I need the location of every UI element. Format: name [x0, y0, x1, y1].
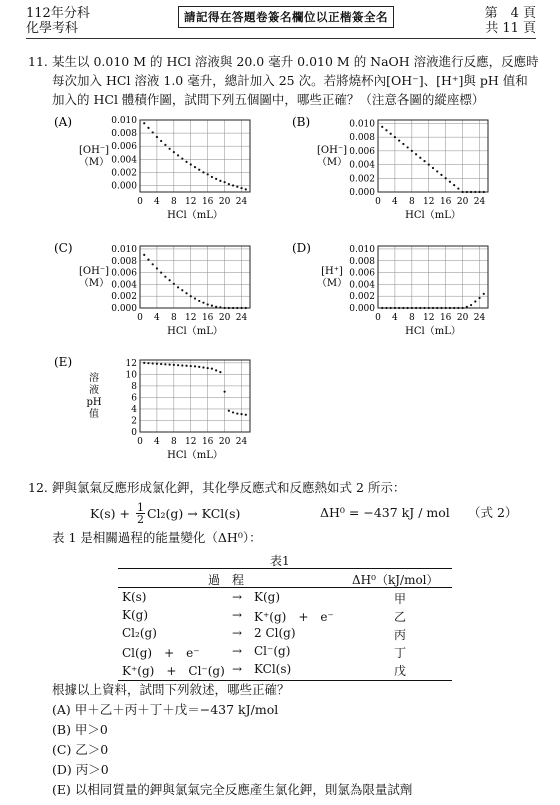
x-tick-label: 24: [235, 437, 248, 447]
data-point: [466, 306, 468, 308]
energy-table-body: [118, 588, 452, 681]
y-tick-label: 0.010: [111, 116, 137, 126]
data-point: [411, 307, 413, 309]
data-point: [483, 293, 485, 295]
x-tick-label: 8: [170, 437, 177, 447]
data-point: [207, 367, 209, 369]
y-tick-label: 0.006: [111, 268, 137, 279]
data-point: [232, 184, 234, 186]
q11-line1: 某生以 0.010 M 的 HCl 溶液與 20.0 毫升 0.010 M 的 NaOH 溶液進行反應，反應時: [52, 54, 539, 69]
data-point: [181, 158, 183, 160]
data-point: [156, 136, 158, 138]
data-point: [411, 150, 413, 152]
data-point: [457, 187, 459, 189]
data-point: [245, 307, 247, 309]
data-point: [390, 307, 392, 309]
table-cell-arrow: →: [232, 626, 243, 640]
table-head-process: 過 程: [208, 573, 245, 587]
x-tick-label: 0: [137, 437, 143, 447]
data-point: [240, 187, 242, 189]
plot-frame: [378, 246, 488, 308]
x-tick-label: 8: [408, 197, 415, 207]
data-point: [194, 297, 196, 299]
data-point: [428, 163, 430, 165]
x-tick-label: 0: [137, 313, 143, 323]
data-point: [483, 191, 485, 193]
data-point: [198, 366, 200, 368]
table-cell-arrow: →: [232, 662, 243, 676]
data-point: [173, 151, 175, 153]
data-point: [143, 362, 145, 364]
x-tick-label: 4: [392, 197, 398, 207]
y-tick-label: 0.008: [349, 256, 375, 267]
x-tick-label: 8: [170, 197, 177, 207]
data-point: [211, 368, 213, 370]
data-point: [185, 292, 187, 294]
chart-a: [40, 112, 270, 234]
eq-right: Cl₂(g) → KCl(s): [146, 505, 241, 521]
table-cell-dh: 甲: [394, 592, 407, 606]
y-tick-label: 0.000: [111, 304, 137, 314]
data-point: [211, 176, 213, 178]
chart-b: [278, 112, 508, 234]
q12-option: (D) 丙＞0: [52, 762, 109, 777]
data-point: [202, 302, 204, 304]
data-point: [445, 177, 447, 179]
y-tick-label: 0.004: [111, 155, 137, 166]
data-point: [402, 307, 404, 309]
data-point: [152, 362, 154, 364]
option-label: (A): [54, 115, 73, 129]
y-tick-label: 0.010: [111, 244, 137, 255]
data-point: [440, 174, 442, 176]
y-axis-label: 值: [89, 409, 99, 420]
header-page: [485, 6, 536, 36]
chart-d: [278, 238, 508, 350]
header-course: 化學考科: [26, 21, 79, 36]
x-tick-label: 0: [375, 313, 381, 323]
table-cell-dh: 丁: [394, 646, 407, 660]
data-point: [185, 161, 187, 163]
data-point: [185, 365, 187, 367]
y-tick-label: 10: [125, 370, 137, 381]
data-point: [478, 191, 480, 193]
data-point: [169, 148, 171, 150]
data-point: [449, 181, 451, 183]
data-point: [228, 183, 230, 185]
x-tick-label: 20: [456, 313, 469, 323]
data-point: [160, 271, 162, 273]
x-tick-label: 20: [218, 313, 231, 323]
y-axis-label: [OH⁻]: [79, 266, 109, 277]
x-tick-label: 12: [185, 313, 197, 323]
data-point: [215, 369, 217, 371]
y-axis-label: （M）: [78, 157, 110, 168]
data-point: [390, 133, 392, 135]
plot-frame: [140, 360, 250, 432]
data-point: [462, 307, 464, 309]
table-cell-left: K⁺(g) + Cl⁻(g): [122, 664, 225, 678]
data-point: [474, 300, 476, 302]
data-point: [219, 371, 221, 373]
x-tick-label: 12: [185, 437, 197, 447]
data-point: [219, 306, 221, 308]
x-tick-label: 12: [185, 197, 197, 207]
data-point: [228, 307, 230, 309]
table-row: [118, 624, 452, 642]
data-point: [147, 258, 149, 260]
chart-e: [40, 352, 270, 474]
data-point: [181, 289, 183, 291]
data-point: [207, 173, 209, 175]
data-point: [394, 307, 396, 309]
y-tick-label: 0.002: [111, 292, 137, 303]
data-point: [245, 414, 247, 416]
x-axis-label: HCl（mL）: [405, 326, 461, 337]
y-axis-label: （M）: [316, 157, 348, 168]
y-tick-label: 0.010: [349, 119, 375, 130]
data-point: [173, 283, 175, 285]
table-cell-left: Cl(g) + e⁻: [122, 646, 200, 660]
data-point: [466, 191, 468, 193]
data-point: [445, 307, 447, 309]
data-point: [415, 153, 417, 155]
y-tick-label: 0.002: [111, 168, 137, 179]
data-point: [160, 140, 162, 142]
y-tick-label: 4: [131, 404, 137, 415]
data-point: [381, 126, 383, 128]
table-cell-right: KCl(s): [254, 662, 292, 676]
x-tick-label: 24: [235, 197, 248, 207]
header-subject: [26, 6, 90, 36]
energy-table-header: [118, 568, 452, 588]
x-tick-label: 12: [423, 313, 435, 323]
table-row: [118, 588, 452, 606]
x-tick-label: 4: [154, 313, 160, 323]
q12-line2: 表 1 是相關過程的能量變化（ΔH⁰）：: [52, 530, 262, 545]
data-point: [428, 307, 430, 309]
q12-option: (B) 甲＞0: [52, 722, 108, 737]
data-point: [398, 139, 400, 141]
data-point: [228, 410, 230, 412]
y-axis-label: [H⁺]: [321, 266, 343, 277]
y-tick-label: 0.006: [349, 146, 375, 157]
x-axis-label: HCl（mL）: [167, 210, 223, 221]
q12-option: (A) 甲＋乙＋丙＋丁＋戊＝−437 kJ/mol: [52, 702, 279, 717]
table-cell-right: K⁺(g) + e⁻: [254, 610, 334, 624]
x-tick-label: 24: [473, 313, 486, 323]
data-point: [224, 391, 226, 393]
x-tick-label: 20: [218, 437, 231, 447]
data-point: [423, 307, 425, 309]
data-point: [198, 300, 200, 302]
x-tick-label: 16: [201, 313, 214, 323]
x-tick-label: 16: [439, 197, 452, 207]
x-tick-label: 4: [392, 313, 398, 323]
data-point: [194, 365, 196, 367]
data-point: [169, 279, 171, 281]
eq-delta-h: ΔH⁰ = −437 kJ / mol: [320, 505, 450, 520]
page-number: 第 4 頁: [484, 6, 536, 21]
x-tick-label: 16: [201, 437, 214, 447]
q12-line3: 根據以上資料，試問下列敘述，哪些正確？: [52, 682, 290, 697]
option-label: (B): [292, 115, 311, 129]
option-label: (E): [54, 355, 73, 369]
data-point: [177, 154, 179, 156]
data-point: [432, 167, 434, 169]
data-point: [160, 363, 162, 365]
data-point: [224, 307, 226, 309]
x-tick-label: 0: [137, 197, 143, 207]
table-row: [118, 660, 452, 678]
data-point: [219, 180, 221, 182]
q11-line3: 加入的 HCl 體積作圖，試問下列五個圖中，哪些正確？（注意各圖的縱座標）: [52, 92, 485, 107]
data-point: [232, 307, 234, 309]
eq-left: K(s) +: [90, 505, 134, 521]
data-point: [224, 181, 226, 183]
q12-option: (C) 乙＞0: [52, 742, 109, 757]
data-point: [169, 364, 171, 366]
data-point: [156, 363, 158, 365]
x-tick-label: 12: [423, 197, 435, 207]
table-row: [118, 606, 452, 624]
table-cell-arrow: →: [232, 608, 243, 622]
data-point: [394, 136, 396, 138]
data-point: [240, 307, 242, 309]
table-cell-left: K(s): [122, 590, 147, 604]
data-point: [470, 191, 472, 193]
y-axis-label: [OH⁻]: [317, 145, 347, 156]
data-point: [436, 307, 438, 309]
y-tick-label: 0.004: [111, 280, 137, 291]
data-point: [470, 304, 472, 306]
x-axis-label: HCl（mL）: [167, 450, 223, 461]
y-tick-label: 12: [125, 358, 137, 369]
data-point: [156, 267, 158, 269]
table-cell-right: K(g): [254, 590, 281, 604]
y-tick-label: 0: [131, 428, 137, 438]
data-point: [164, 144, 166, 146]
x-tick-label: 4: [154, 197, 160, 207]
x-tick-label: 0: [375, 197, 381, 207]
q12-option: (E) 以相同質量的鉀與氯氣完全反應產生氯化鉀，則氯為限量試劑: [52, 782, 413, 797]
data-point: [407, 146, 409, 148]
data-point: [432, 307, 434, 309]
x-tick-label: 8: [408, 313, 415, 323]
data-point: [215, 306, 217, 308]
data-point: [152, 263, 154, 265]
data-point: [194, 166, 196, 168]
data-point: [381, 307, 383, 309]
table-row: [118, 642, 452, 660]
data-point: [449, 307, 451, 309]
data-point: [474, 191, 476, 193]
plot-frame: [378, 120, 488, 192]
y-tick-label: 0.000: [349, 304, 375, 314]
y-tick-label: 0.006: [349, 268, 375, 279]
table-head-dh: ΔH⁰（kJ/mol）: [352, 573, 439, 587]
data-point: [478, 297, 480, 299]
y-axis-label: （M）: [316, 278, 348, 289]
signature-reminder-banner: 請記得在答題卷簽名欄位以正楷簽全名: [178, 6, 394, 28]
data-point: [164, 276, 166, 278]
data-point: [198, 169, 200, 171]
data-point: [415, 307, 417, 309]
table-cell-arrow: →: [232, 644, 243, 658]
y-axis-label: 液: [89, 385, 99, 396]
data-point: [457, 307, 459, 309]
header-divider: [26, 38, 536, 39]
data-point: [202, 366, 204, 368]
x-tick-label: 16: [439, 313, 452, 323]
data-point: [177, 364, 179, 366]
eq-fraction-num: 1: [136, 500, 144, 514]
data-point: [453, 184, 455, 186]
data-point: [385, 307, 387, 309]
data-point: [236, 412, 238, 414]
data-point: [152, 131, 154, 133]
y-tick-label: 0.000: [349, 188, 375, 198]
y-axis-label: pH: [86, 397, 102, 408]
y-tick-label: 0.000: [111, 181, 137, 192]
table-cell-dh: 丙: [394, 628, 407, 642]
y-tick-label: 0.010: [349, 244, 375, 255]
x-tick-label: 24: [235, 313, 248, 323]
data-point: [462, 191, 464, 193]
table-title: 表1: [270, 554, 290, 568]
x-tick-label: 8: [170, 313, 177, 323]
eq-tag: （式 2）: [468, 505, 518, 520]
y-tick-label: 0.004: [349, 280, 375, 291]
data-point: [236, 307, 238, 309]
data-point: [398, 307, 400, 309]
x-tick-label: 4: [154, 437, 160, 447]
q12-options: [52, 700, 412, 800]
energy-table: [118, 568, 452, 681]
data-point: [436, 170, 438, 172]
chart-c: [40, 238, 270, 350]
table-cell-dh: 戊: [394, 664, 407, 678]
q11-line2: 每次加入 HCl 溶液 1.0 毫升，總計加入 25 次。若將燒杯內[OH⁻]、[H⁺]與 pH 值和: [52, 73, 528, 88]
data-point: [147, 362, 149, 364]
data-point: [207, 303, 209, 305]
table-cell-right: Cl⁻(g): [254, 644, 291, 658]
data-point: [181, 364, 183, 366]
data-point: [147, 127, 149, 129]
x-axis-label: HCl（mL）: [405, 210, 461, 221]
option-label: (D): [292, 241, 311, 255]
reaction-equation: [90, 500, 240, 526]
x-axis-label: HCl（mL）: [167, 326, 223, 337]
data-point: [453, 307, 455, 309]
y-tick-label: 0.006: [111, 142, 137, 153]
plot-frame: [140, 120, 250, 192]
y-tick-label: 8: [131, 381, 137, 392]
data-point: [190, 295, 192, 297]
y-tick-label: 0.008: [111, 256, 137, 267]
data-point: [143, 254, 145, 256]
y-tick-label: 0.002: [349, 174, 375, 185]
data-point: [143, 122, 145, 124]
eq-fraction-den: 2: [136, 512, 144, 526]
table-cell-arrow: →: [232, 590, 243, 604]
x-tick-label: 20: [456, 197, 469, 207]
data-point: [240, 413, 242, 415]
y-axis-label: 溶: [89, 373, 99, 384]
data-point: [173, 364, 175, 366]
data-point: [423, 160, 425, 162]
y-tick-label: 0.002: [349, 292, 375, 303]
q11-number: 11.: [28, 54, 48, 69]
data-point: [215, 178, 217, 180]
y-tick-label: 0.008: [111, 129, 137, 140]
table-cell-left: K(g): [122, 608, 149, 622]
table-cell-left: Cl₂(g): [122, 626, 157, 640]
y-tick-label: 0.004: [349, 160, 375, 171]
data-point: [190, 163, 192, 165]
data-point: [211, 305, 213, 307]
data-point: [419, 307, 421, 309]
y-tick-label: 2: [131, 416, 137, 427]
data-point: [419, 157, 421, 159]
page-total: 共 11 頁: [485, 21, 536, 36]
data-point: [202, 171, 204, 173]
data-point: [440, 307, 442, 309]
data-point: [236, 186, 238, 188]
x-tick-label: 16: [201, 197, 214, 207]
x-tick-label: 20: [218, 197, 231, 207]
x-tick-label: 24: [473, 197, 486, 207]
y-tick-label: 6: [131, 393, 137, 404]
y-tick-label: 0.008: [349, 133, 375, 144]
eq-fraction: [136, 502, 145, 525]
data-point: [232, 411, 234, 413]
data-point: [164, 363, 166, 365]
data-point: [407, 307, 409, 309]
data-point: [402, 143, 404, 145]
table-cell-right: 2 Cl(g): [254, 626, 296, 640]
q12-number: 12.: [28, 480, 48, 495]
q12-line1: 鉀與氯氣反應形成氯化鉀，其化學反應式和反應熱如式 2 所示：: [52, 480, 406, 495]
data-point: [190, 365, 192, 367]
table-cell-dh: 乙: [394, 610, 407, 624]
data-point: [385, 129, 387, 131]
header-year: 112年分科: [26, 6, 90, 21]
y-axis-label: [OH⁻]: [79, 145, 109, 156]
option-label: (C): [54, 241, 73, 255]
data-point: [177, 286, 179, 288]
data-point: [245, 188, 247, 190]
y-axis-label: （M）: [78, 278, 110, 289]
q11-stem: [52, 52, 542, 109]
